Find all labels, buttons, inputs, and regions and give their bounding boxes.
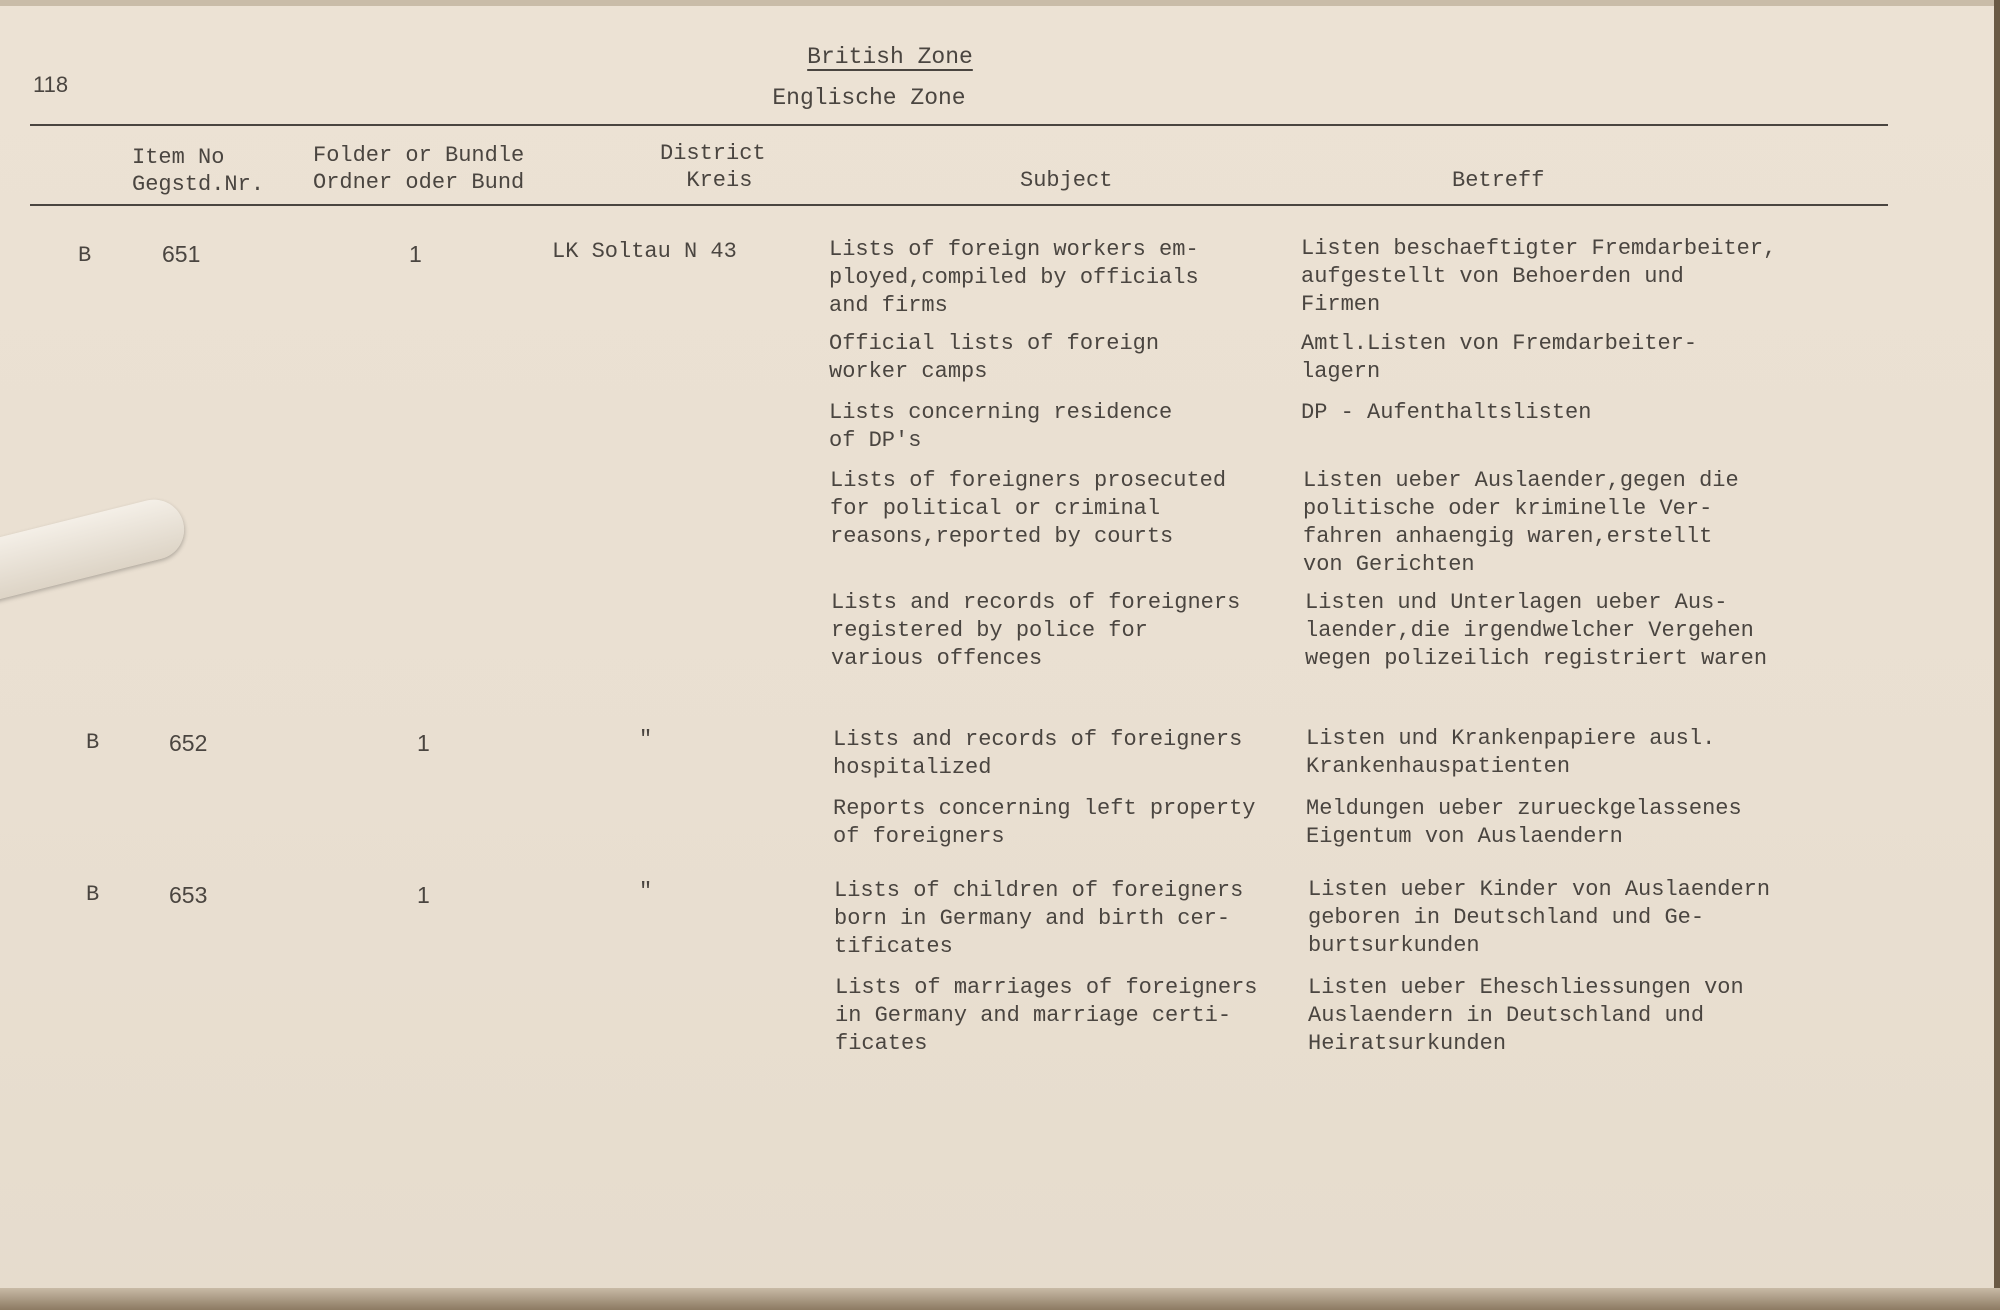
page-number: 118 bbox=[33, 72, 69, 97]
header-betreff: Betreff bbox=[1452, 168, 1545, 193]
row-district: " bbox=[639, 879, 653, 904]
page-edge-bottom bbox=[0, 1288, 2000, 1310]
row-betreff: Listen und Unterlagen ueber Aus- laender,die irgendwelcher Vergehen wegen polizeilich registriert waren bbox=[1305, 590, 1768, 671]
row-prefix: B bbox=[86, 882, 100, 907]
header-folder: Folder or Bundle Ordner oder Bund bbox=[313, 143, 525, 195]
row-betreff: Listen ueber Eheschliessungen von Auslaendern in Deutschland und Heiratsurkunden bbox=[1308, 975, 1744, 1056]
row-item-no: 651 bbox=[162, 241, 201, 267]
row-folder: 1 bbox=[409, 241, 422, 267]
header-rule-bottom bbox=[30, 204, 1888, 206]
row-district: LK Soltau N 43 bbox=[552, 239, 737, 264]
row-subject: Lists and records of foreigners registered by police for various offences bbox=[831, 590, 1241, 671]
row-district: " bbox=[639, 727, 653, 752]
row-betreff: Listen und Krankenpapiere ausl. Krankenhauspatienten bbox=[1306, 726, 1716, 779]
row-betreff: Listen ueber Auslaender,gegen die politische oder kriminelle Ver- fahren anhaengig waren,erstellt von Gerichten bbox=[1303, 468, 1739, 577]
row-folder: 1 bbox=[417, 730, 430, 756]
row-item-no: 653 bbox=[169, 882, 208, 908]
page-edge-right bbox=[1994, 0, 2000, 1310]
row-prefix: B bbox=[78, 243, 92, 268]
header-district: District Kreis bbox=[660, 141, 766, 193]
row-betreff: Listen beschaeftigter Fremdarbeiter, aufgestellt von Behoerden und Firmen bbox=[1301, 236, 1777, 317]
row-betreff: Listen ueber Kinder von Auslaendern geboren in Deutschland und Ge- burtsurkunden bbox=[1308, 877, 1771, 958]
header-rule-top bbox=[30, 124, 1888, 126]
row-folder: 1 bbox=[417, 882, 430, 908]
row-subject: Lists of foreigners prosecuted for political or criminal reasons,reported by courts bbox=[830, 468, 1227, 549]
row-subject: Lists concerning residence of DP's bbox=[829, 400, 1173, 453]
row-subject: Lists and records of foreigners hospitalized bbox=[833, 727, 1243, 780]
header-subject: Subject bbox=[1020, 168, 1113, 193]
row-subject: Lists of foreign workers em- ployed,compiled by officials and firms bbox=[829, 237, 1199, 318]
row-betreff: Meldungen ueber zurueckgelassenes Eigentum von Auslaendern bbox=[1306, 796, 1742, 849]
row-subject: Lists of marriages of foreigners in Germany and marriage certi- ficates bbox=[835, 975, 1258, 1056]
header-item-no: Item No Gegstd.Nr. bbox=[132, 145, 265, 197]
row-subject: Official lists of foreign worker camps bbox=[829, 331, 1160, 384]
row-prefix: B bbox=[86, 730, 100, 755]
page-edge-top bbox=[0, 0, 2000, 6]
page-subtitle: Englische Zone bbox=[772, 85, 966, 111]
row-subject: Reports concerning left property of foreigners bbox=[833, 796, 1256, 849]
folder-clip-tab bbox=[0, 493, 190, 607]
row-betreff: Amtl.Listen von Fremdarbeiter- lagern bbox=[1301, 331, 1698, 384]
title-text: British Zone bbox=[807, 44, 973, 70]
row-item-no: 652 bbox=[169, 730, 208, 756]
row-subject: Lists of children of foreigners born in Germany and birth cer- tificates bbox=[834, 878, 1244, 959]
row-betreff: DP - Aufenthaltslisten bbox=[1301, 400, 1592, 425]
page-title bbox=[20, 44, 1760, 70]
